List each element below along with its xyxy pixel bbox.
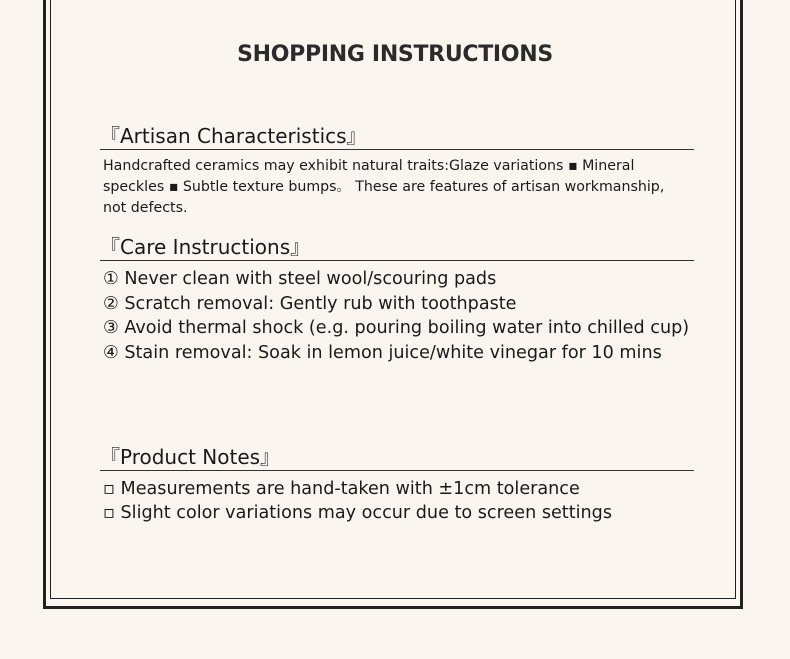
paragraph-line: speckles ▪ Subtle texture bumps。 These are features of artisan workmanship, <box>103 179 665 195</box>
list-item: ▫ Measurements are hand-taken with ±1cm tolerance <box>103 479 580 499</box>
section-heading: 『Care Instructions』 <box>100 235 694 261</box>
section-artisan-characteristics <box>100 124 694 219</box>
list-item: ▫ Slight color variations may occur due to screen settings <box>103 503 612 523</box>
section-heading: 『Artisan Characteristics』 <box>100 124 694 150</box>
paragraph-line: not defects. <box>103 200 188 216</box>
list-item: ① Never clean with steel wool/scouring pads <box>103 269 497 289</box>
section-heading: 『Product Notes』 <box>100 445 694 471</box>
paragraph-line: Handcrafted ceramics may exhibit natural traits:Glaze variations ▪ Mineral <box>103 158 635 174</box>
notes-list <box>103 477 694 525</box>
list-item: ④ Stain removal: Soak in lemon juice/white vinegar for 10 mins <box>103 342 662 363</box>
page-title: SHOPPING INSTRUCTIONS <box>237 42 553 67</box>
list-item: ③ Avoid thermal shock (e.g. pouring boiling water into chilled cup) <box>103 318 690 338</box>
list-item: ② Scratch removal: Gently rub with toothpaste <box>103 293 517 314</box>
section-care-instructions <box>100 235 694 365</box>
section-paragraph <box>103 156 694 219</box>
section-product-notes <box>100 445 694 525</box>
care-list <box>103 267 694 365</box>
